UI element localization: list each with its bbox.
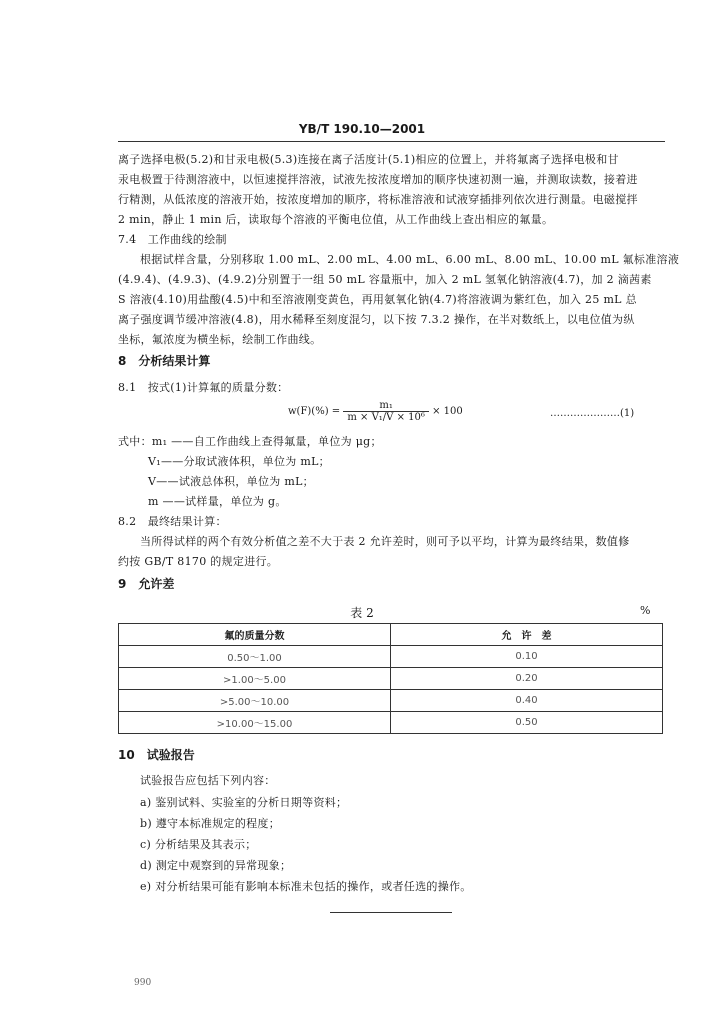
intro-line: 2 min，静止 1 min 后，读取每个溶液的平衡电位值，从工作曲线上查出相应的氟量。 (118, 213, 554, 226)
formula-rhs: × 100 (432, 406, 463, 417)
where-line: 式中：m₁ ——自工作曲线上查得氟量，单位为 μg； (118, 435, 382, 448)
formula (288, 400, 463, 423)
header-rule (118, 141, 665, 142)
report-item: e) 对分析结果可能有影响本标准未包括的操作，或者任选的操作。 (140, 880, 472, 893)
intro-line: 离子选择电极(5.2)和甘汞电极(5.3)连接在离子活度计(5.1)相应的位置上，并将氟离子选择电极和甘 (118, 153, 619, 166)
report-item: c) 分析结果及其表示； (140, 838, 257, 851)
table-caption: 表 2 (350, 606, 374, 620)
where-line: V₁——分取试液体积，单位为 mL； (148, 455, 330, 468)
table-cell: >1.00～5.00 (119, 668, 391, 690)
end-rule (330, 912, 452, 913)
table-row (119, 712, 663, 734)
table-row (119, 668, 663, 690)
table-cell: >5.00～10.00 (119, 690, 391, 712)
formula-numerator: m₁ (343, 400, 429, 412)
section-10-heading: 10 试验报告 (118, 748, 195, 762)
section-10-intro: 试验报告应包括下列内容： (140, 774, 276, 787)
section-8-1-heading: 8.1 按式(1)计算氟的质量分数： (118, 381, 289, 394)
section-7-4-line: 离子强度调节缓冲溶液(4.8)，用水稀释至刻度混匀，以下按 7.3.2 操作，在半对数纸上，以电位值为纵 (118, 313, 635, 326)
where-line: m ——试样量，单位为 g。 (148, 495, 287, 508)
section-8-2-line: 当所得试样的两个有效分析值之差不大于表 2 允许差时，则可予以平均，计算为最终结果，数值修 (140, 535, 630, 548)
formula-denominator: m × V₁/V × 10⁶ (347, 412, 425, 423)
report-item: a) 鉴别试料、实验室的分析日期等资料； (140, 796, 348, 809)
section-7-4-line: 坐标，氟浓度为横坐标，绘制工作曲线。 (118, 333, 322, 346)
intro-line: 汞电极置于待测溶液中，以恒速搅拌溶液，试液先按浓度增加的顺序快速初测一遍，并测取读数，接着进 (118, 173, 638, 186)
report-item: d) 测定中观察到的异常现象； (140, 859, 292, 872)
section-7-4-line: (4.9.4)、(4.9.3)、(4.9.2)分别置于一组 50 mL 容量瓶中，加入 2 mL 氢氧化钠溶液(4.7)，加 2 滴茜素 (118, 273, 652, 286)
intro-line: 行精测，从低浓度的溶液开始，按浓度增加的顺序，将标准溶液和试液穿插排列依次进行测量。电磁搅拌 (118, 193, 638, 206)
table-cell: >10.00～15.00 (119, 712, 391, 734)
table-header-cell: 氟的质量分数 (119, 624, 391, 646)
section-8-heading: 8 分析结果计算 (118, 354, 211, 368)
table-cell: 0.10 (391, 646, 663, 668)
section-9-heading: 9 允许差 (118, 577, 175, 591)
section-7-4-line: 根据试样含量，分别移取 1.00 mL、2.00 mL、4.00 mL、6.00 mL、8.00 mL、10.00 mL 氟标准溶液 (140, 253, 680, 266)
table-header-row (119, 624, 663, 646)
section-7-4-line: S 溶液(4.10)用盐酸(4.5)中和至溶液刚变黄色，再用氨氧化钠(4.7)将溶液调为紫红色，加入 25 mL 总 (118, 293, 637, 306)
tolerance-table (118, 623, 663, 734)
report-item: b) 遵守本标准规定的程度； (140, 817, 281, 830)
section-7-4-heading: 7.4 工作曲线的绘制 (118, 233, 227, 246)
table-unit: % (640, 604, 651, 617)
table-row (119, 646, 663, 668)
formula-number: …………………(1) (550, 408, 635, 419)
formula-lhs: w(F)(%) = (288, 406, 341, 417)
formula-fraction (343, 400, 429, 423)
where-line: V——试液总体积，单位为 mL； (148, 475, 314, 488)
table-cell: 0.40 (391, 690, 663, 712)
table-cell: 0.20 (391, 668, 663, 690)
section-8-2-line: 约按 GB/T 8170 的规定进行。 (118, 555, 279, 568)
page-header: YB/T 190.10—2001 (298, 122, 426, 136)
section-8-2-heading: 8.2 最终结果计算： (118, 515, 227, 528)
table-cell: 0.50 (391, 712, 663, 734)
table-row (119, 690, 663, 712)
table-cell: 0.50～1.00 (119, 646, 391, 668)
table-header-cell: 允 许 差 (391, 624, 663, 646)
page-number: 990 (134, 978, 152, 988)
